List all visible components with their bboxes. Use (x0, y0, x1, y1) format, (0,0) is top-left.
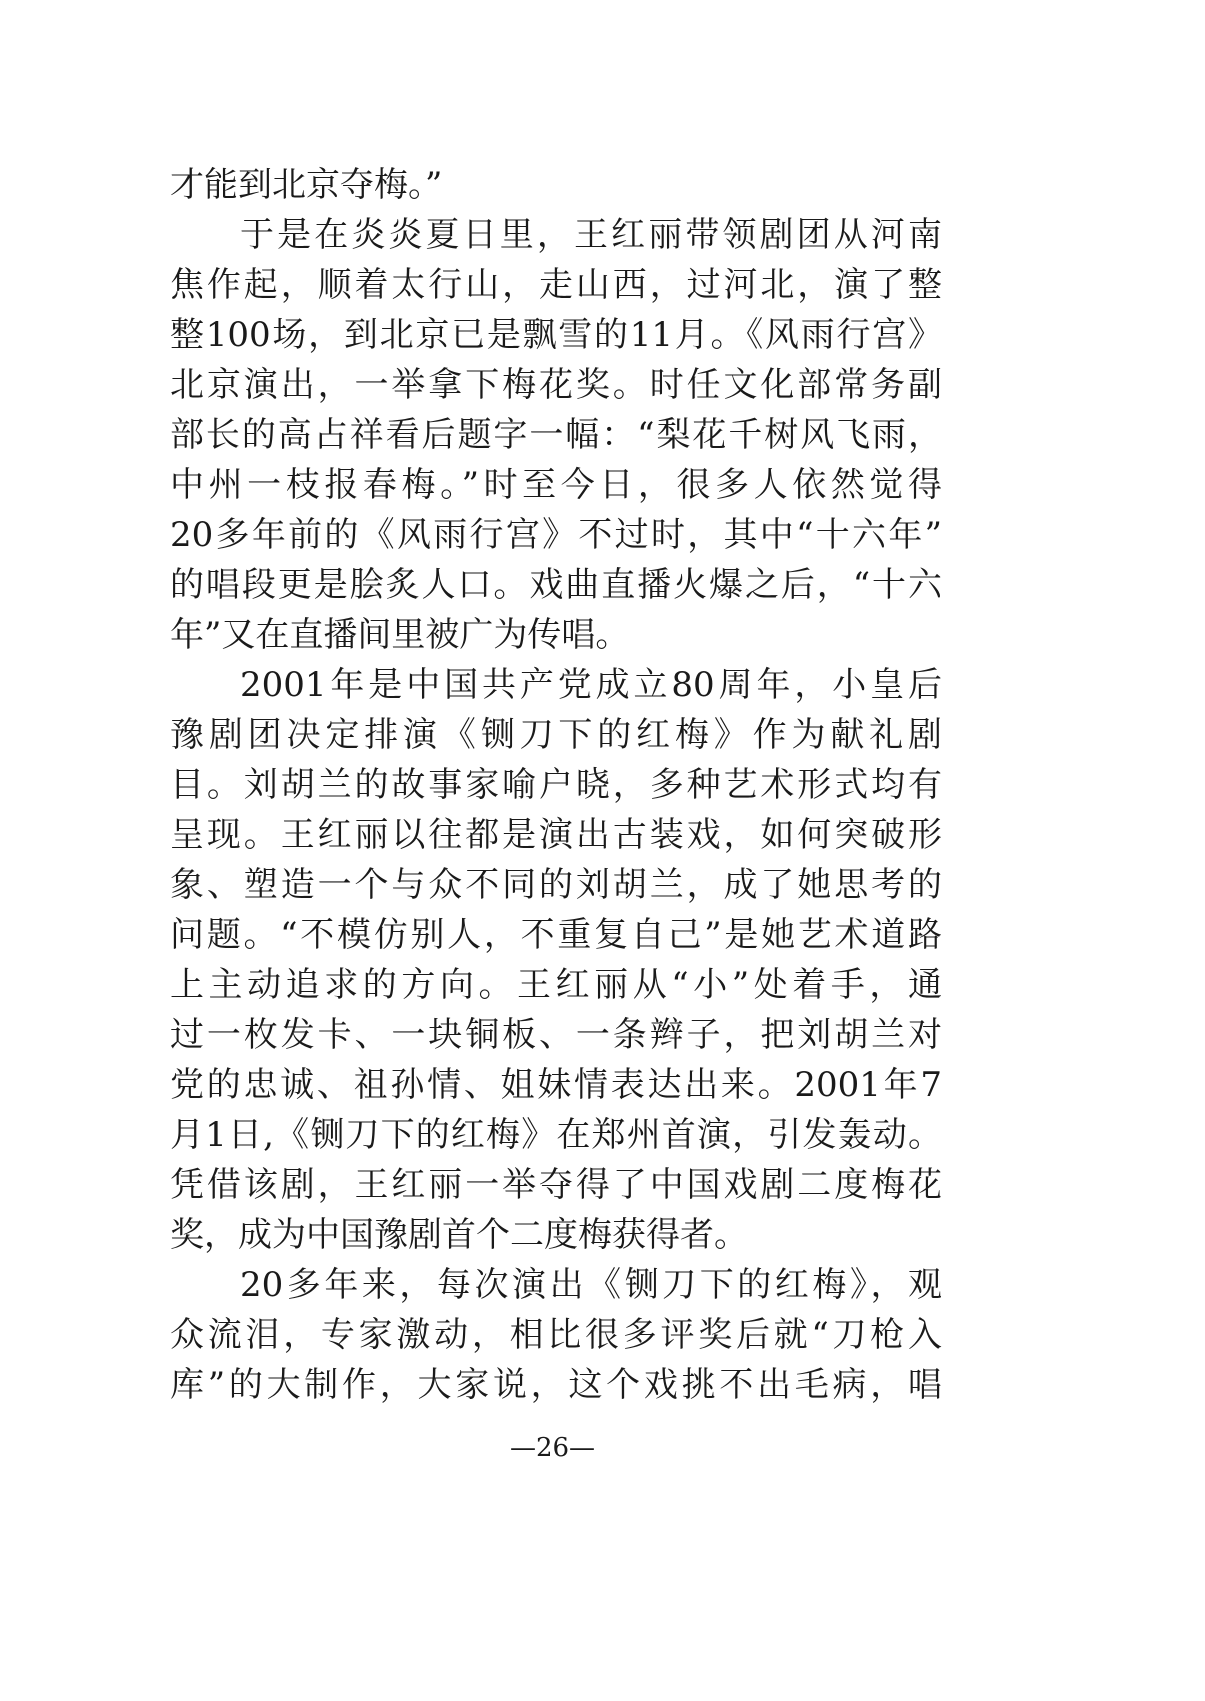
text-line: 的唱段更是脍炙人口。戏曲直播火爆之后，“十六 (170, 565, 942, 605)
text-line: 过一枚发卡、一块铜板、一条辫子，把刘胡兰对 (170, 1015, 942, 1055)
text-line: 年”又在直播间里被广为传唱。 (170, 615, 630, 655)
text-line: 上主动追求的方向。王红丽从“小”处着手，通 (170, 965, 942, 1005)
text-line: 象、塑造一个与众不同的刘胡兰，成了她思考的 (170, 865, 942, 905)
text-line: 党的忠诚、祖孙情、姐妹情表达出来。2001年7 (170, 1065, 942, 1105)
text-line: 2001年是中国共产党成立80周年，小皇后 (240, 665, 942, 705)
text-line: 呈现。王红丽以往都是演出古装戏，如何突破形 (170, 815, 942, 855)
text-line: 整100场，到北京已是飘雪的11月。《风雨行宫》 (170, 315, 942, 355)
page-number: —26— (509, 1433, 596, 1463)
text-line: 奖，成为中国豫剧首个二度梅获得者。 (170, 1215, 748, 1255)
body-text (170, 160, 942, 1410)
text-line: 凭借该剧，王红丽一举夺得了中国戏剧二度梅花 (170, 1165, 942, 1205)
text-line: 才能到北京夺梅。” (170, 165, 443, 205)
text-line: 20多年来，每次演出《铡刀下的红梅》，观 (240, 1265, 942, 1305)
text-line: 目。刘胡兰的故事家喻户晓，多种艺术形式均有 (170, 765, 942, 805)
text-line: 月1日,《铡刀下的红梅》在郑州首演，引发轰动。 (170, 1115, 942, 1155)
text-line: 中州一枝报春梅。”时至今日，很多人依然觉得 (170, 465, 942, 505)
text-line: 于是在炎炎夏日里，王红丽带领剧团从河南 (240, 215, 942, 255)
text-line: 焦作起，顺着太行山，走山西，过河北，演了整 (170, 265, 942, 305)
text-line: 20多年前的《风雨行宫》不过时，其中“十六年” (170, 515, 942, 555)
text-line: 部长的高占祥看后题字一幅：“梨花千树风飞雨， (170, 415, 942, 455)
text-line: 豫剧团决定排演《铡刀下的红梅》作为献礼剧 (170, 715, 942, 755)
text-line: 众流泪，专家激动，相比很多评奖后就“刀枪入 (170, 1315, 942, 1355)
text-line: 问题。“不模仿别人，不重复自己”是她艺术道路 (170, 915, 942, 955)
text-line: 北京演出，一举拿下梅花奖。时任文化部常务副 (170, 365, 942, 405)
text-line: 库”的大制作，大家说，这个戏挑不出毛病，唱 (170, 1365, 942, 1405)
